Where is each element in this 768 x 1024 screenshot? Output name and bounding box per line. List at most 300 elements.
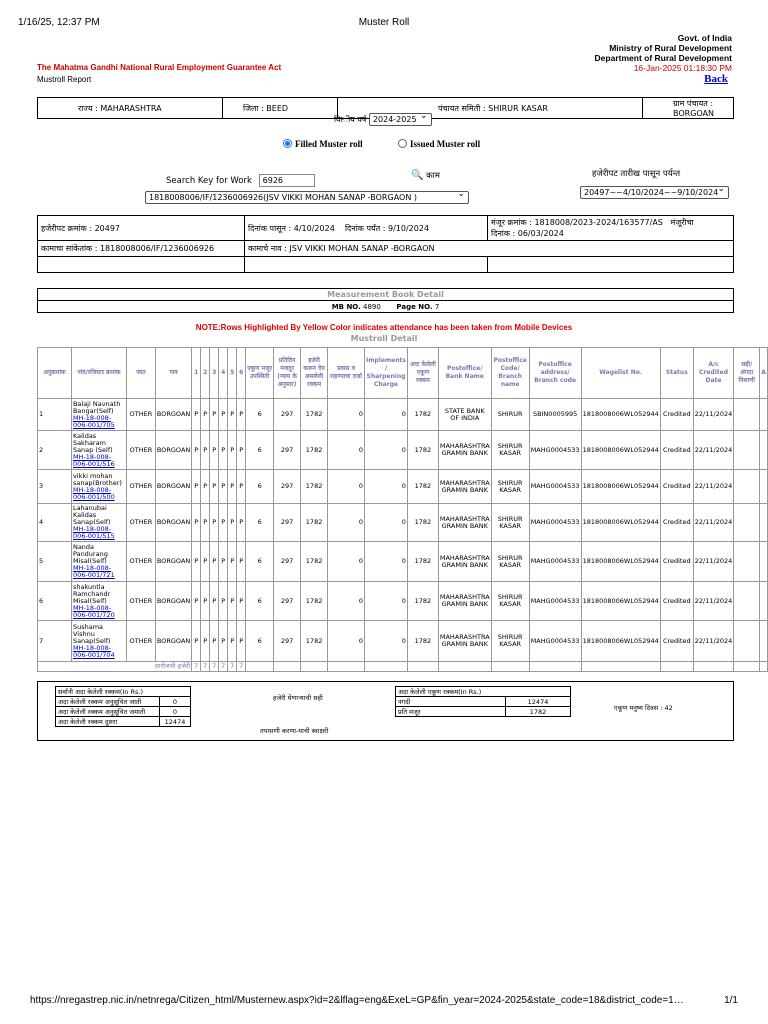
bank-name: MAHARASHTRA GRAMIN BANK [438,504,491,542]
attendance-mark: P [210,431,219,470]
summary-mid-title-row [396,687,571,697]
print-page: 1/1 [724,995,738,1006]
report-datetime: 16-Jan-2025 01:18:30 PM [633,63,732,73]
worker-name: Nanda Pandurang Misal(Self) [72,543,108,565]
serial-no: 1 [38,399,72,431]
column-header: गाव [155,348,191,399]
cell-rate: 297 [274,504,301,542]
cell-paid: 1782 [407,582,438,621]
worker-cell [71,582,126,621]
worker-name: vikki mohan sanap(Brother) [72,471,122,487]
attendance-mark: P [228,431,237,470]
blank-cell [407,662,438,672]
table-row [38,621,768,662]
extra-cell [760,504,768,542]
state-cell: राज्य : MAHARASHTRA [38,98,223,119]
worker-reg-link[interactable]: MH-18-008-006-001/704 [72,643,115,659]
blank-cell [581,662,660,672]
column-header: हजेरी करून देय असलेली रक्कम [301,348,328,399]
worker-cell [71,431,126,470]
branch-name: SHIRUR [491,399,529,431]
column-header: नांव/रजिस्टर क्रमांक [71,348,126,399]
signature-cell [734,470,760,504]
bank-name: MAHARASHTRA GRAMIN BANK [438,582,491,621]
summary-row [56,717,191,727]
sanction-cell [488,216,734,241]
village: BORGOAN [155,621,191,662]
extra-cell [760,542,768,582]
column-header: Implements / Sharpening Charge [365,348,408,399]
branch-code: SBIN0005995 [529,399,581,431]
gov-line-1: Govt. of India [677,33,732,43]
attendance-mark: P [228,582,237,621]
summary-value: 0 [160,697,191,707]
branch-name: SHIRUR KASAR [491,504,529,542]
cell-travel: 0 [328,504,365,542]
blank-cell [274,662,301,672]
attendance-mark: P [192,582,201,621]
extra-cell [760,470,768,504]
mustroll-title: Mustroll Detail [350,334,418,343]
attendance-mark: P [237,542,246,582]
attendance-mark: P [219,542,228,582]
village: BORGOAN [155,542,191,582]
table-row [38,582,768,621]
cell-due: 1782 [301,582,328,621]
blank-cell [38,257,245,273]
branch-name: SHIRUR KASAR [491,621,529,662]
caste: OTHER [126,399,155,431]
attendance-mark: P [237,504,246,542]
status: Credited [660,542,693,582]
status: Credited [660,621,693,662]
total-attendance: 7 [219,662,228,672]
blank-cell [693,662,733,672]
signature-cell [734,431,760,470]
table-row [38,542,768,582]
cell-paid: 1782 [407,470,438,504]
mb-values [38,301,734,313]
cell-due: 1782 [301,399,328,431]
caste: OTHER [126,431,155,470]
radio-issued-dot[interactable] [398,139,407,148]
cell-rate: 297 [274,582,301,621]
sanction-date: दिनांक : 06/03/2024 [491,229,564,238]
cell-days: 6 [246,621,274,662]
attendance-mark: P [228,399,237,431]
wagelist-no: 1818008006WL052944 [581,431,660,470]
column-header: अनुक्रमांक [38,348,72,399]
worker-reg-link[interactable]: MH-18-008-006-001/721 [72,564,115,579]
blank-cell [301,662,328,672]
gov-line-2: Ministry of Rural Development [609,43,732,53]
cell-travel: 0 [328,582,365,621]
attendance-mark: P [201,470,210,504]
cell-days: 6 [246,399,274,431]
caste: OTHER [126,542,155,582]
cell-rate: 297 [274,542,301,582]
cell-paid: 1782 [407,504,438,542]
bank-name: MAHARASHTRA GRAMIN BANK [438,431,491,470]
worker-cell [71,621,126,662]
totals-row [38,662,768,672]
extra-cell [760,582,768,621]
cell-due: 1782 [301,431,328,470]
caste: OTHER [126,470,155,504]
total-attendance: 7 [192,662,201,672]
page-no-label: Page NO. [396,302,433,311]
sign-taker: हजेरी घेणाऱ्याची सही [273,694,323,702]
gov-line-3: Department of Rural Development [594,53,732,63]
branch-code: MAHG0004533 [529,621,581,662]
branch-code: MAHG0004533 [529,542,581,582]
column-header: Postoffice/ Bank Name [438,348,491,399]
bank-name: MAHARASHTRA GRAMIN BANK [438,470,491,504]
sign-checker: तपासणी करणा-याची स्वाक्षरी [260,727,329,735]
cell-travel: 0 [328,542,365,582]
date-range [245,216,488,241]
column-header: 3 [210,348,219,399]
wagelist-no: 1818008006WL052944 [581,504,660,542]
branch-code: MAHG0004533 [529,504,581,542]
worker-name: shakuntla Ramchandr Misal(Self) [72,582,111,605]
credited-date: 22/11/2024 [693,582,733,621]
attendance-mark: P [219,582,228,621]
wagelist-no: 1818008006WL052944 [581,621,660,662]
cell-paid: 1782 [407,431,438,470]
period-select[interactable]: 20497~~4/10/2024~~9/10/2024 ⌄ [580,186,729,199]
credited-date: 22/11/2024 [693,542,733,582]
radio-filled-dot[interactable] [283,139,292,148]
work-select[interactable]: 1818008006/IF/1236006926(JSV VIKKI MOHAN SANAP -BORGAON ) ⌄ [145,191,469,204]
blank-cell [491,662,529,672]
attendance-mark: P [210,542,219,582]
summary-value: 0 [160,707,191,717]
village: BORGOAN [155,504,191,542]
cell-impl: 0 [365,504,408,542]
worker-reg-link[interactable]: MH-18-008-006-001/705 [72,413,115,429]
period-select-wrap [580,180,729,199]
column-header: Postoffice Code/ Branch name [491,348,529,399]
column-header: एकूण मजूर उपस्थिती [246,348,274,399]
cell-impl: 0 [365,431,408,470]
blank-cell [660,662,693,672]
signature-cell [734,542,760,582]
serial-no: 3 [38,470,72,504]
column-header: प्रवास व राहण्याचा दर्जा [328,348,365,399]
attendance-mark: P [201,431,210,470]
summary-mid [395,686,571,717]
summary-label: नगदी [396,697,506,707]
worker-cell [71,504,126,542]
column-header: Status [660,348,693,399]
search-button[interactable] [411,170,440,181]
blank-cell [760,662,768,672]
attendance-mark: P [210,504,219,542]
status: Credited [660,470,693,504]
mb-title: Measurement Book Detail [38,289,734,301]
column-header: 2 [201,348,210,399]
radio-filled[interactable] [283,139,363,149]
signature-cell [734,621,760,662]
village: BORGOAN [155,470,191,504]
wagelist-no: 1818008006WL052944 [581,582,660,621]
kaam-label: काम [426,171,440,181]
totals-label: दररोजची हजेरी [38,662,192,672]
radio-filled-label: Filled Muster roll [295,139,363,149]
summary-label: अदा केलेली रक्कम अनुसूचित जाती [56,697,160,707]
signature-cell [734,582,760,621]
credited-date: 22/11/2024 [693,504,733,542]
credited-date: 22/11/2024 [693,470,733,504]
caste: OTHER [126,504,155,542]
cell-due: 1782 [301,504,328,542]
status: Credited [660,504,693,542]
summary-row [396,707,571,717]
work-name: कामाचे नाव : JSV VIKKI MOHAN SANAP -BORGAON [245,241,734,257]
attendance-mark: P [237,621,246,662]
date-from: दिनांक पासून : 4/10/2024 [248,223,335,233]
attendance-mark: P [219,621,228,662]
info-table [37,215,734,273]
extra-cell [760,621,768,662]
blank-cell [328,662,365,672]
yellow-note: NOTE:Rows Highlighted By Yellow Color indicates attendance has been taken from Mobile Devices [195,323,573,332]
cell-rate: 297 [274,399,301,431]
cell-rate: 297 [274,470,301,504]
column-header: सही/ अंगठा निशाणी [734,348,760,399]
attendance-mark: P [192,542,201,582]
attendance-mark: P [228,470,237,504]
cell-paid: 1782 [407,621,438,662]
attendance-mark: P [237,431,246,470]
mb-no: 4890 [363,302,381,311]
summary-value: 12474 [160,717,191,727]
worker-name: Kalidas Sakharam Sanap (Self) [72,431,113,454]
cell-days: 6 [246,470,274,504]
attendance-mark: P [210,582,219,621]
mb-no-label: MB NO. [331,302,361,311]
cell-paid: 1782 [407,399,438,431]
bank-name: MAHARASHTRA GRAMIN BANK [438,621,491,662]
serial-no: 7 [38,621,72,662]
blank-cell [488,257,734,273]
serial-no: 6 [38,582,72,621]
page-no: 7 [434,302,440,311]
sanction-label: मंजूरीचा [670,218,694,227]
summary-box [37,681,734,741]
worker-name: Lahanubai Kalidas Sanap(Self) [72,504,111,526]
fin-year-row [334,113,432,126]
search-icon[interactable]: 🔍 [411,170,424,181]
branch-name: SHIRUR KASAR [491,542,529,582]
search-label: Search Key for Work [166,176,252,186]
extra-cell [760,399,768,431]
attendance-mark: P [219,470,228,504]
caste: OTHER [126,582,155,621]
attendance-mark: P [228,621,237,662]
period-label: हजेरीपट तारीख पासून पर्यन्त [592,169,681,179]
column-header: 4 [219,348,228,399]
print-title: Muster Roll [358,17,410,28]
cell-due: 1782 [301,621,328,662]
attendance-mark: P [210,470,219,504]
cell-impl: 0 [365,582,408,621]
cell-impl: 0 [365,542,408,582]
cell-rate: 297 [274,621,301,662]
cell-days: 6 [246,504,274,542]
branch-code: MAHG0004533 [529,431,581,470]
branch-name: SHIRUR KASAR [491,582,529,621]
attendance-mark: P [210,399,219,431]
blank-cell [365,662,408,672]
blank-cell [529,662,581,672]
hajeri-no: हजेरीपट क्रमांक : 20497 [38,216,245,241]
table-row [38,470,768,504]
serial-no: 5 [38,542,72,582]
radio-issued-label: Issued Muster roll [410,139,481,149]
attendance-mark: P [192,470,201,504]
signature-cell [734,504,760,542]
mustroll-table [37,347,768,672]
cell-travel: 0 [328,621,365,662]
table-row [38,431,768,470]
column-header: जात [126,348,155,399]
total-attendance: 7 [237,662,246,672]
worker-reg-link[interactable]: MH-18-008-006-001/516 [72,452,115,468]
govt-header [595,33,732,73]
attendance-mark: P [219,504,228,542]
wagelist-no: 1818008006WL052944 [581,470,660,504]
bank-name: STATE BANK OF INDIA [438,399,491,431]
act-title: The Mahatma Gandhi National Rural Employment Guarantee Act [37,63,282,72]
cell-impl: 0 [365,621,408,662]
attendance-mark: P [201,399,210,431]
cell-impl: 0 [365,399,408,431]
print-url: https://nregastrep.nic.in/netnrega/Citizen_html/Musternew.aspx?id=2&lflag=eng&ExeL=GP&fin_year=2024-2025&state_code=18&district_code=1… [30,995,684,1006]
table-row [38,399,768,431]
back-link[interactable]: Back [704,73,728,85]
summary-left-title: सर्वांनी अदा केलेली रक्कम(In Rs.) [56,687,191,697]
attendance-mark: P [201,504,210,542]
work-code: कामाचा सांकेतांक : 1818008006/IF/1236006926 [38,241,245,257]
attendance-mark: P [192,431,201,470]
table-row [38,504,768,542]
cell-days: 6 [246,582,274,621]
worker-cell [71,542,126,582]
attendance-mark: P [219,399,228,431]
summary-label: अदा केलेली रक्कम दुसरा [56,717,160,727]
district-cell: जिला : BEED [223,98,338,119]
cell-days: 6 [246,431,274,470]
blank-cell [734,662,760,672]
cell-travel: 0 [328,399,365,431]
summary-label: प्रति मजूर [396,707,506,717]
attendance-mark: P [237,470,246,504]
cell-rate: 297 [274,431,301,470]
cell-due: 1782 [301,542,328,582]
column-header: A [760,348,768,399]
work-select-wrap [145,185,469,204]
fin-year-label: वित्‍ीय वर्ष [334,115,367,124]
worker-reg-link[interactable]: MH-18-008-006-001/720 [72,603,115,619]
search-input[interactable]: 6926 [259,174,315,187]
block-cell: पंचायत समिती : SHIRUR KASAR [338,98,643,119]
persondays: एकूण मनुष्य दिवस : 42 [614,704,673,712]
summary-left-title-row [56,687,191,697]
summary-row [396,697,571,707]
attendance-mark: P [192,504,201,542]
attendance-mark: P [201,621,210,662]
column-header: अदा केलेली एकूण रक्कम [407,348,438,399]
attendance-mark: P [237,582,246,621]
summary-row [56,707,191,717]
branch-name: SHIRUR KASAR [491,470,529,504]
cell-travel: 0 [328,431,365,470]
serial-no: 2 [38,431,72,470]
attendance-mark: P [210,621,219,662]
summary-value: 1782 [506,707,571,717]
total-attendance: 7 [201,662,210,672]
bank-name: MAHARASHTRA GRAMIN BANK [438,542,491,582]
date-to: दिनांक पर्यंत : 9/10/2024 [344,223,430,233]
cell-paid: 1782 [407,542,438,582]
worker-reg-link[interactable]: MH-18-008-006-001/515 [72,525,115,540]
caste: OTHER [126,621,155,662]
status: Credited [660,399,693,431]
summary-row [56,697,191,707]
attendance-mark: P [201,542,210,582]
cell-due: 1782 [301,470,328,504]
column-header: 5 [228,348,237,399]
cell-travel: 0 [328,470,365,504]
serial-no: 4 [38,504,72,542]
branch-code: MAHG0004533 [529,582,581,621]
worker-name: Balaji Navnath Bangar(Self) [72,399,121,415]
fin-year-select[interactable]: 2024-2025 ⌄ [369,113,432,126]
credited-date: 22/11/2024 [693,431,733,470]
worker-reg-link[interactable]: MH-18-008-006-001/500 [72,485,115,501]
summary-value: 12474 [506,697,571,707]
gp-cell: ग्राम पंचायत : BORGOAN [643,98,734,119]
blank-cell [438,662,491,672]
column-header: प्रतिदिन मजदूर (न्याय के अनुसार) [274,348,301,399]
wagelist-no: 1818008006WL052944 [581,399,660,431]
blank-cell [246,662,274,672]
summary-mid-title: अदा केलेली एकूण रक्कम(In Rs.) [396,687,571,697]
cell-impl: 0 [365,470,408,504]
attendance-mark: P [228,504,237,542]
total-attendance: 7 [228,662,237,672]
report-name: Mustroll Report [37,75,92,84]
column-header: 6 [237,348,246,399]
attendance-mark: P [219,431,228,470]
attendance-mark: P [228,542,237,582]
mb-table [37,288,734,313]
total-attendance: 7 [210,662,219,672]
radio-issued[interactable] [398,139,480,149]
attendance-mark: P [201,582,210,621]
worker-cell [71,470,126,504]
mustroll-header [38,348,768,399]
column-header: A/c Credited Date [693,348,733,399]
sanction-no: मंजूर क्रमांक : 1818008/2023-2024/163577/AS [491,218,663,227]
village: BORGOAN [155,582,191,621]
column-header: Postoffice address/ Branch code [529,348,581,399]
credited-date: 22/11/2024 [693,621,733,662]
status: Credited [660,582,693,621]
signature-cell [734,399,760,431]
